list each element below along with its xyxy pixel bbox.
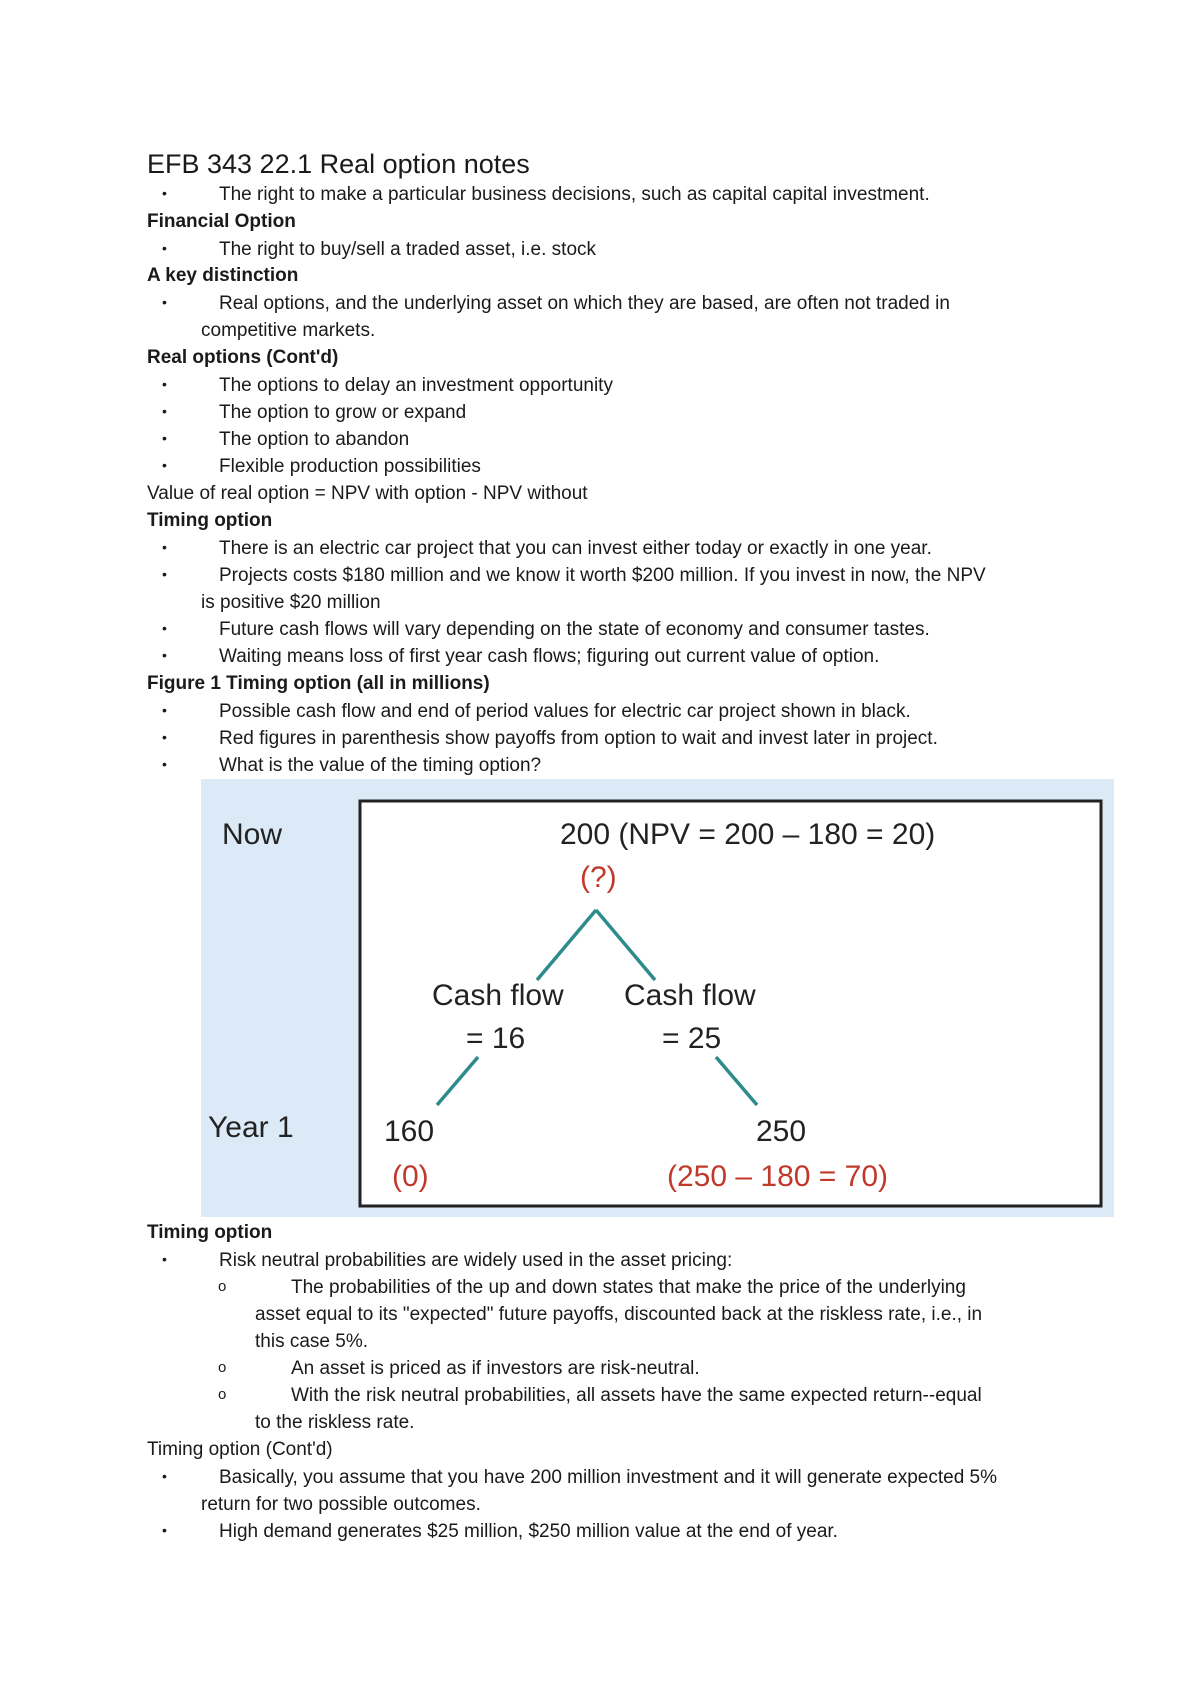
root-value: 200 (NPV = 200 – 180 = 20) [560, 818, 936, 851]
bullet-icon: • [162, 403, 167, 419]
bullet-icon: • [162, 376, 167, 392]
timing-bullet-3: Future cash flows will vary depending on the state of economy and consumer tastes. [219, 619, 930, 640]
key-distinction-bullet-cont: competitive markets. [201, 320, 376, 341]
bullet-icon: • [162, 702, 167, 718]
figure-bullet-3: What is the value of the timing option? [219, 755, 542, 776]
timing-bullet-2-cont: is positive $20 million [201, 592, 381, 613]
figure-bullet-1: Possible cash flow and end of period values for electric car project shown in black. [219, 701, 911, 722]
heading-timing-option-3: Timing option (Cont'd) [147, 1439, 333, 1460]
risk-neutral-bullet: Risk neutral probabilities are widely used in the asset pricing: [219, 1250, 733, 1271]
bullet-icon: • [162, 647, 167, 663]
bullet-icon: • [162, 566, 167, 582]
value-of-real-option-line: Value of real option = NPV with option - NPV without [147, 483, 588, 504]
sub-bullet-icon: o [218, 1386, 227, 1403]
list-item: The options to delay an investment opportunity [219, 375, 613, 396]
timing-bullet-4: Waiting means loss of first year cash flows; figuring out current value of option. [219, 646, 880, 667]
bullet-icon: • [162, 729, 167, 745]
timing-cont-bullet-2: High demand generates $25 million, $250 million value at the end of year. [219, 1521, 838, 1542]
bullet-icon: • [162, 457, 167, 473]
heading-timing-option: Timing option [147, 510, 273, 531]
bullet-icon: • [162, 620, 167, 636]
bullet-icon: • [162, 1251, 167, 1267]
timing-bullet-2: Projects costs $180 million and we know it worth $200 million. If you invest in now, the NPV [219, 565, 986, 586]
financial-option-bullet: The right to buy/sell a traded asset, i.e. stock [219, 239, 597, 260]
sub-bullet-1: The probabilities of the up and down states that make the price of the underlying [291, 1277, 966, 1298]
list-item: The option to grow or expand [219, 402, 467, 423]
heading-key-distinction: A key distinction [147, 265, 299, 286]
key-distinction-bullet: Real options, and the underlying asset on which they are based, are often not traded in [219, 293, 950, 314]
timing-cont-bullet-1-cont: return for two possible outcomes. [201, 1494, 481, 1515]
left-year1-value: 160 [384, 1115, 435, 1148]
heading-figure-1: Figure 1 Timing option (all in millions) [147, 673, 490, 694]
sub-bullet-3: With the risk neutral probabilities, all assets have the same expected return--equal [291, 1385, 982, 1406]
now-label: Now [222, 818, 283, 851]
bullet-icon: • [162, 539, 167, 555]
sub-bullet-2: An asset is priced as if investors are risk-neutral. [291, 1358, 700, 1379]
bullet-icon: • [162, 1522, 167, 1538]
timing-option-diagram [201, 779, 1114, 1217]
sub-bullet-icon: o [218, 1359, 227, 1376]
sub-bullet-1-cont: asset equal to its "expected" future payoffs, discounted back at the riskless rate, i.e., in [255, 1304, 983, 1325]
left-cash-flow-label: Cash flow [432, 979, 564, 1012]
root-red-value: (?) [580, 861, 617, 894]
list-item: The option to abandon [219, 429, 410, 450]
right-year1-red-value: (250 – 180 = 70) [667, 1160, 889, 1193]
left-year1-red-value: (0) [392, 1160, 429, 1193]
bullet-icon: • [162, 294, 167, 310]
timing-cont-bullet-1: Basically, you assume that you have 200 million investment and it will generate expected 5% [219, 1467, 998, 1488]
year1-label: Year 1 [208, 1111, 294, 1144]
right-cash-flow-value: = 25 [662, 1022, 722, 1055]
bullet-icon: • [162, 430, 167, 446]
timing-bullet-1: There is an electric car project that you can invest either today or exactly in one year. [219, 538, 932, 559]
bullet-icon: • [162, 240, 167, 256]
bullet-icon: • [162, 756, 167, 772]
list-item: Flexible production possibilities [219, 456, 481, 477]
figure-bullet-2: Red figures in parenthesis show payoffs from option to wait and invest later in project. [219, 728, 938, 749]
sub-bullet-1-cont: this case 5%. [255, 1331, 368, 1352]
sub-bullet-3-cont: to the riskless rate. [255, 1412, 415, 1433]
left-cash-flow-value: = 16 [466, 1022, 526, 1055]
bullet-icon: • [162, 1468, 167, 1484]
heading-real-options: Real options (Cont'd) [147, 347, 339, 368]
heading-timing-option-2: Timing option [147, 1222, 273, 1243]
sub-bullet-icon: o [218, 1278, 227, 1295]
bullet-icon: • [162, 185, 167, 201]
heading-financial-option: Financial Option [147, 211, 296, 232]
intro-bullet: The right to make a particular business decisions, such as capital capital investment. [219, 184, 930, 205]
page-title: EFB 343 22.1 Real option notes [147, 149, 530, 179]
right-year1-value: 250 [756, 1115, 807, 1148]
right-cash-flow-label: Cash flow [624, 979, 756, 1012]
